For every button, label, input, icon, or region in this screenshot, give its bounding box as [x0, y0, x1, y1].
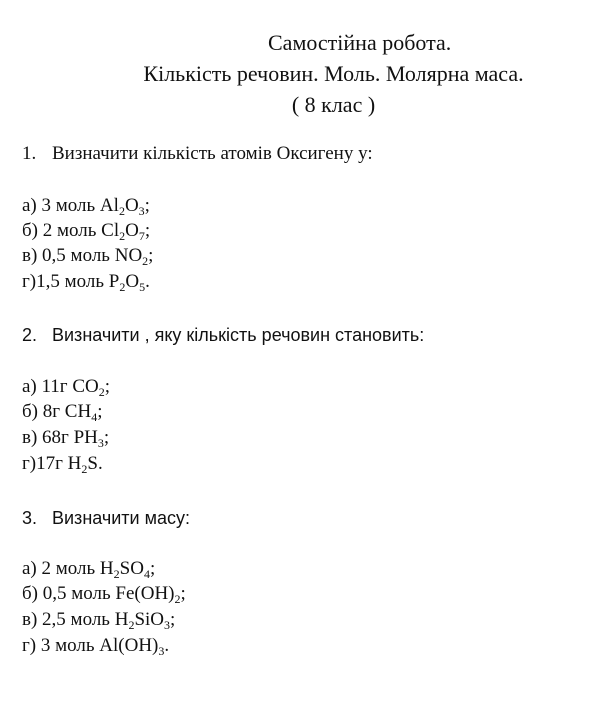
- task-3-item-b: б) 0,5 моль $Fe(OH)_2$;: [22, 583, 186, 606]
- subscript: 3: [164, 618, 171, 632]
- subscript: 2: [81, 462, 88, 476]
- subscript: 3: [158, 644, 165, 658]
- subscript: 2: [128, 618, 135, 632]
- subscript: 3: [138, 204, 145, 218]
- task-1-heading: [22, 142, 373, 166]
- subscript: 2: [119, 229, 126, 243]
- task-1-number: 1.: [22, 143, 37, 164]
- subscript: 2: [118, 204, 125, 218]
- subscript: 7: [138, 229, 145, 243]
- task-3-heading: [22, 506, 190, 530]
- task-2-item-d: г)17г $H_2S$.: [22, 453, 103, 476]
- task-3-number: 3.: [22, 508, 38, 528]
- subscript: 4: [143, 567, 150, 581]
- subscript: 2: [113, 567, 120, 581]
- task-1-item-d: г)1,5 моль $P_2O_5$.: [22, 271, 150, 294]
- task-2-item-a: а) 11г $CO_2$;: [22, 376, 111, 399]
- task-1-text: Визначити кількість атомів Оксигену у:: [52, 143, 373, 164]
- task-1-item-b: б) 2 моль $Cl_2O_7$;: [22, 220, 151, 243]
- task-3-item-a: а) 2 моль $H_2SO_4$;: [22, 558, 156, 581]
- subscript: 2: [174, 592, 181, 606]
- task-2-heading: [22, 323, 424, 347]
- worksheet-title: Самостійна робота.: [268, 30, 452, 55]
- worksheet-subtitle: Кількість речовин. Моль. Молярна маса.: [143, 61, 524, 86]
- task-3-item-d: г) 3 моль $Al(OH)_3$.: [22, 635, 170, 658]
- task-3-item-c: в) 2,5 моль $H_2SiO_3$;: [22, 609, 176, 632]
- subscript: 2: [98, 385, 105, 399]
- task-3-text: Визначити масу:: [52, 508, 190, 528]
- task-2-item-b: б) 8г $CH_4$;: [22, 401, 103, 424]
- task-2-text: Визначити , яку кількість речовин становить:: [52, 325, 425, 345]
- subscript: 2: [119, 280, 126, 294]
- task-1-item-c: в) 0,5 моль $NO_2$;: [22, 245, 154, 268]
- subscript: 3: [97, 436, 104, 450]
- worksheet-grade: ( 8 клас ): [291, 92, 376, 117]
- subscript: 2: [142, 254, 149, 268]
- task-2-number: 2.: [22, 325, 38, 345]
- task-1-item-a: а) 3 моль $Al_2O_3$;: [22, 195, 150, 218]
- subscript: 5: [139, 280, 146, 294]
- task-2-item-c: в) 68г $PH_3$;: [22, 427, 110, 450]
- subscript: 4: [91, 410, 98, 424]
